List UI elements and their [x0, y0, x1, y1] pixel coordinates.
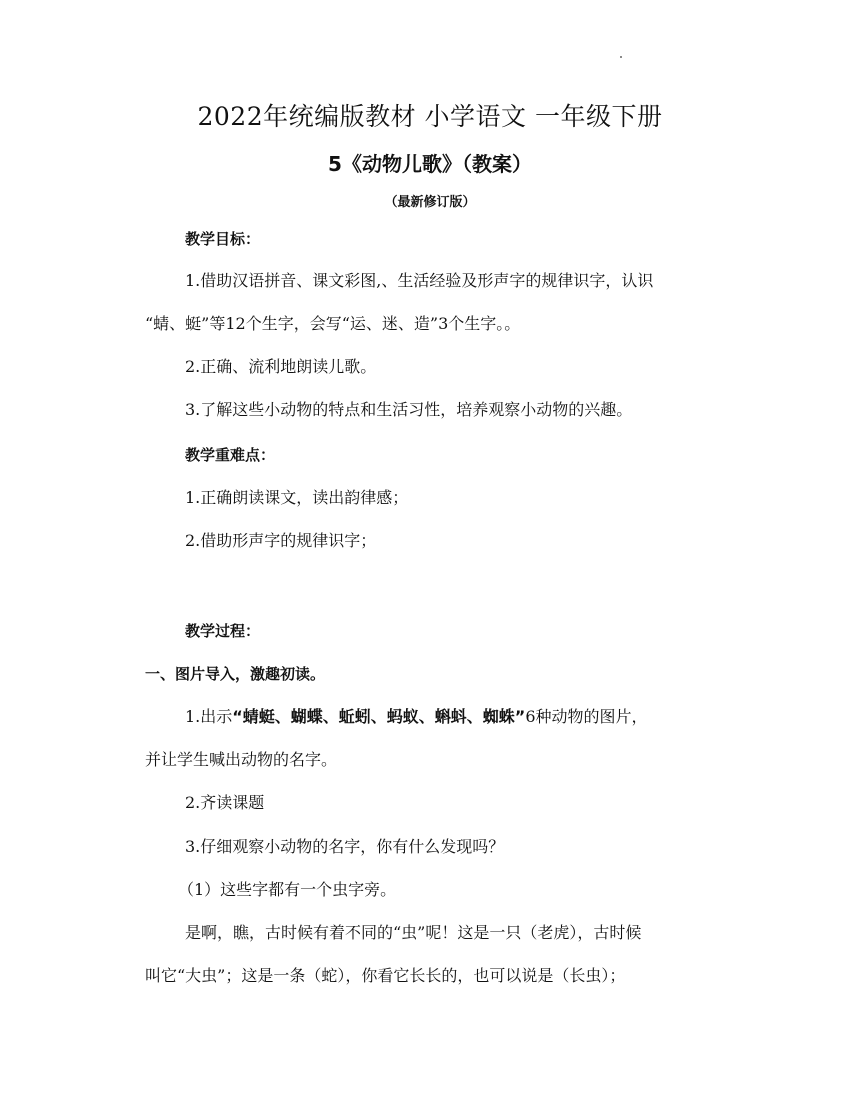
goal-item-1-line-2: “蜻、蜓”等12个生字，会写“运、迷、造”3个生字。。	[145, 314, 521, 333]
animal-names: “蜻蜓、蝴蝶、蚯蚓、蚂蚁、蝌蚪、蜘蛛”	[232, 707, 526, 726]
step-1-prefix: 1.出示	[185, 707, 233, 726]
process-heading: 教学过程：	[185, 622, 261, 640]
step-1-suffix: 6种动物的图片，	[525, 707, 648, 726]
goal-item-1-line-1: 1.借助汉语拼音、课文彩图,、生活经验及形声字的规律识字，认识	[185, 271, 654, 290]
process-step-1-line-1	[185, 705, 648, 729]
goal-item-3: 3.了解这些小动物的特点和生活习性，培养观察小动物的兴趣。	[185, 400, 633, 419]
goals-heading: 教学目标：	[185, 230, 261, 248]
goal-item-2: 2.正确、流利地朗读儿歌。	[185, 357, 377, 376]
page-dot	[620, 56, 622, 58]
key-points-heading: 教学重难点：	[185, 446, 276, 464]
key-point-1: 1.正确朗读课文，读出韵律感；	[185, 488, 409, 507]
document-title: 2022年统编版教材 小学语文 一年级下册	[197, 102, 663, 131]
key-point-2: 2.借助形声字的规律识字；	[185, 531, 377, 550]
paragraph-line-2: 叫它“大虫”；这是一条（蛇），你看它长长的，也可以说是（长虫）；	[145, 966, 626, 985]
lesson-title: 5《动物儿歌》（教案）	[328, 152, 532, 176]
process-step-1-line-2: 并让学生喊出动物的名字。	[145, 750, 338, 769]
process-step-3: 3.仔细观察小动物的名字，你有什么发现吗？	[185, 837, 505, 856]
process-section-1: 一、图片导入，激趣初读。	[145, 665, 326, 683]
process-step-2: 2.齐读课题	[185, 793, 265, 812]
process-step-3-sub-1: （1）这些字都有一个虫字旁。	[178, 880, 397, 899]
paragraph-line-1: 是啊，瞧，古时候有着不同的“虫”呢！这是一只（老虎），古时候	[185, 923, 642, 942]
edition-note: （最新修订版）	[384, 195, 476, 210]
